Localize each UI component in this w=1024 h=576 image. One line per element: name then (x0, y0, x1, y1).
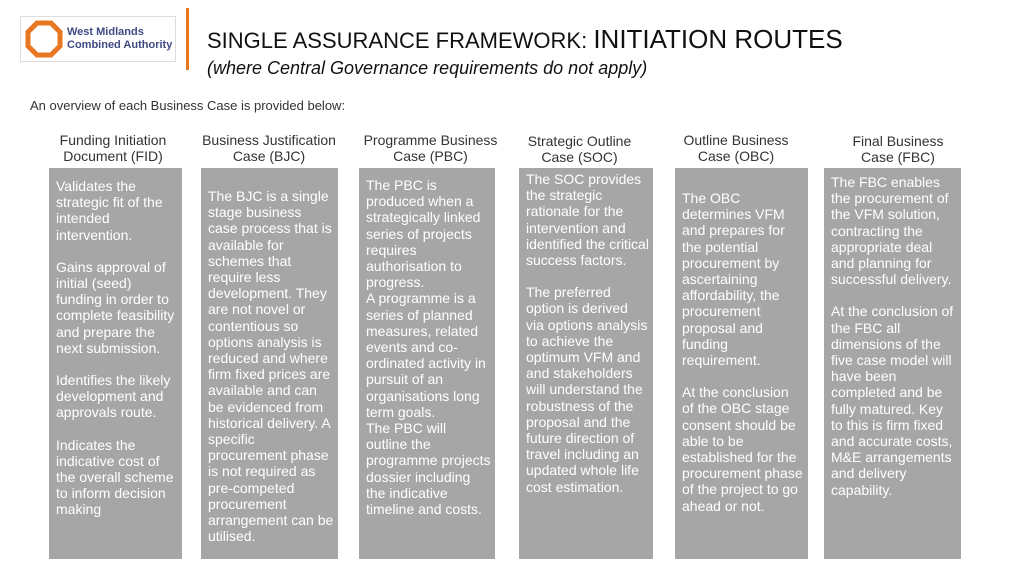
column-paragraph: The FBC enables the procurement of the VFM solution, contracting the appropriate deal and planning for successful delivery. (831, 174, 952, 288)
column-header-bjc (195, 132, 343, 164)
column-body-pbc (359, 168, 495, 559)
column-body-fbc (824, 168, 961, 559)
column-body-bjc (201, 168, 338, 559)
column-body-obc (675, 168, 808, 559)
column-paragraph: Identifies the likely development and approvals route. (56, 372, 171, 421)
column-paragraph: Gains approval of initial (seed) funding in order to complete feasibility and prepare the next submission. (56, 258, 175, 356)
column-paragraph: At the conclusion of the FBC all dimensions of the five case model will have been completed and be fully matured. Key to this is firm fixed and accurate costs, M&E arrangements and delivery capability. (831, 303, 954, 498)
column-header-pbc (353, 132, 508, 164)
logo-line-1: West Midlands (67, 26, 144, 38)
column-header-line: Case (BJC) (232, 148, 306, 164)
page-title (207, 24, 843, 55)
column-body-soc (519, 168, 653, 559)
title-prefix: SINGLE ASSURANCE FRAMEWORK: (207, 28, 588, 53)
column-header-line: Case (OBC) (697, 148, 775, 164)
column-header-line: Final Business (852, 133, 944, 149)
logo-text (67, 26, 172, 52)
column-body-fid (49, 168, 182, 559)
column-header-fid (42, 132, 184, 164)
column-paragraph: Validates the strategic fit of the intended intervention. (56, 178, 163, 243)
column-header-line: Business Justification (202, 132, 336, 148)
column-paragraph: Indicates the indicative cost of the overall scheme to inform decision making (56, 436, 174, 518)
column-paragraph: At the conclusion of the OBC stage consent should be able to be established for the procurement phase of the project to go ahead or not. (682, 384, 803, 514)
column-header-fbc (830, 133, 966, 165)
column-header-line: Case (SOC) (541, 149, 618, 165)
column-header-obc (668, 132, 804, 164)
overview-text: An overview of each Business Case is provided below: (30, 98, 346, 113)
column-paragraph: The preferred option is derived via options analysis to achieve the optimum VFM and and stakeholders will understand the robustness of the proposal and the future direction of travel including an updated whole life cost estimation. (526, 284, 648, 495)
column-header-line: Outline Business (683, 132, 789, 148)
column-paragraph: The PBC is produced when a strategically linked series of projects requires authorisation to progress. (366, 177, 481, 291)
column-paragraph: The SOC provides the strategic rationale for the intervention and identified the critical success factors. (526, 171, 649, 269)
page-subtitle: (where Central Governance requirements do not apply) (207, 58, 648, 78)
column-header-line: Case (PBC) (393, 148, 468, 164)
column-header-line: Funding Initiation (59, 132, 167, 148)
column-header-soc (513, 133, 646, 165)
wmca-logo (20, 16, 176, 62)
column-paragraph: The BJC is a single stage business case process that is available for schemes that require less development. They are not novel or contentious so options analysis is reduced and where firm fixed prices are available and can be evidenced from historical delivery. A specific procurement phase is not required as pre-competed procurement arrangement can be utilised. (208, 188, 334, 545)
column-header-line: Document (FID) (63, 148, 163, 164)
column-header-line: Case (FBC) (861, 149, 935, 165)
title-main: INITIATION ROUTES (593, 24, 843, 54)
column-header-line: Strategic Outline (527, 133, 632, 149)
column-paragraph: The PBC will outline the programme projects dossier including the indicative timeline and costs. (366, 420, 491, 518)
header-divider (186, 8, 189, 70)
column-header-line: Programme Business (363, 132, 498, 148)
logo-line-2: Combined Authority (67, 39, 173, 51)
column-paragraph: The OBC determines VFM and prepares for the potential procurement by ascertaining affordability, the procurement proposal and funding requirement. (682, 190, 785, 369)
column-paragraph: A programme is a series of planned measures, related events and co-ordinated activity in pursuit of an organisations long term goals. (366, 290, 486, 420)
wmca-logo-icon (25, 20, 63, 58)
